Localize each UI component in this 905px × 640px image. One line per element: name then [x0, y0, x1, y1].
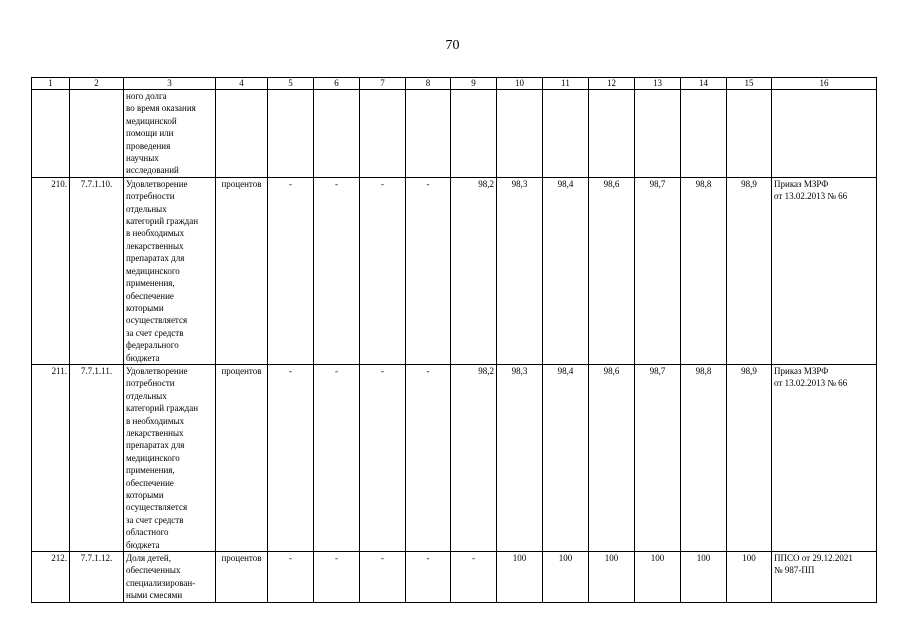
value-cell: 100: [681, 552, 727, 603]
value-cell: 98,2: [451, 364, 497, 551]
column-header: 15: [727, 78, 772, 90]
table-row: [32, 177, 877, 364]
table-cell: [314, 90, 360, 178]
value-cell: 98,8: [681, 364, 727, 551]
value-cell: -: [360, 552, 406, 603]
table-cell: [589, 90, 635, 178]
table-cell: [727, 90, 772, 178]
column-header: 8: [406, 78, 451, 90]
value-cell: 98,4: [543, 364, 589, 551]
table-cell: [268, 90, 314, 178]
value-cell: 98,7: [635, 177, 681, 364]
value-cell: 98,3: [497, 177, 543, 364]
row-number: 210.: [32, 177, 70, 364]
column-header: 14: [681, 78, 727, 90]
indicator-code: 7.7.1.12.: [70, 552, 124, 603]
value-cell: -: [406, 552, 451, 603]
value-cell: -: [360, 177, 406, 364]
table-cell: [32, 90, 70, 178]
row-number: 212.: [32, 552, 70, 603]
value-cell: -: [268, 177, 314, 364]
table-cell: [406, 90, 451, 178]
value-cell: 98,8: [681, 177, 727, 364]
value-cell: -: [360, 364, 406, 551]
indicator-name: Доля детей, обеспеченных специализирован- ными смесями: [124, 552, 216, 603]
table-row: [32, 552, 877, 603]
indicator-code: 7.7.1.10.: [70, 177, 124, 364]
indicators-table: [31, 77, 877, 603]
value-cell: 98,6: [589, 177, 635, 364]
table-row: [32, 364, 877, 551]
value-cell: -: [314, 552, 360, 603]
row-number: 211.: [32, 364, 70, 551]
value-cell: 98,9: [727, 364, 772, 551]
indicator-name: Удовлетворение потребности отдельных категорий граждан в необходимых лекарственных препаратах для медицинского применения, обеспечение которыми осуществляется за счет средств областного бюджета: [124, 364, 216, 551]
value-cell: -: [314, 177, 360, 364]
value-cell: -: [406, 177, 451, 364]
table-cell: [451, 90, 497, 178]
column-header: 3: [124, 78, 216, 90]
column-header: 9: [451, 78, 497, 90]
value-cell: 98,6: [589, 364, 635, 551]
column-header: 11: [543, 78, 589, 90]
value-cell: 100: [635, 552, 681, 603]
column-number-row: [32, 78, 877, 90]
unit-cell: процентов: [216, 364, 268, 551]
value-cell: -: [268, 552, 314, 603]
column-header: 1: [32, 78, 70, 90]
value-cell: 98,7: [635, 364, 681, 551]
column-header: 6: [314, 78, 360, 90]
indicator-name: Удовлетворение потребности отдельных категорий граждан в необходимых лекарственных препаратах для медицинского применения, обеспечение которыми осуществляется за счет средств федерального бюджета: [124, 177, 216, 364]
table-cell: [635, 90, 681, 178]
table-cell: [70, 90, 124, 178]
indicator-name: ного долга во время оказания медицинской помощи или проведения научных исследований: [124, 90, 216, 178]
continuation-row: [32, 90, 877, 178]
value-cell: 98,4: [543, 177, 589, 364]
value-cell: 100: [543, 552, 589, 603]
column-header: 7: [360, 78, 406, 90]
unit-cell: процентов: [216, 177, 268, 364]
source-document: Приказ МЗРФ от 13.02.2013 № 66: [772, 364, 877, 551]
column-header: 10: [497, 78, 543, 90]
value-cell: 100: [727, 552, 772, 603]
value-cell: 98,2: [451, 177, 497, 364]
value-cell: -: [451, 552, 497, 603]
table-cell: [360, 90, 406, 178]
value-cell: -: [406, 364, 451, 551]
table-cell: [681, 90, 727, 178]
source-document: ППСО от 29.12.2021 № 987-ПП: [772, 552, 877, 603]
value-cell: 100: [497, 552, 543, 603]
value-cell: 100: [589, 552, 635, 603]
value-cell: 98,3: [497, 364, 543, 551]
table-cell: [497, 90, 543, 178]
column-header: 4: [216, 78, 268, 90]
unit-cell: процентов: [216, 552, 268, 603]
value-cell: -: [268, 364, 314, 551]
table-cell: [216, 90, 268, 178]
column-header: 13: [635, 78, 681, 90]
source-document: Приказ МЗРФ от 13.02.2013 № 66: [772, 177, 877, 364]
value-cell: -: [314, 364, 360, 551]
column-header: 16: [772, 78, 877, 90]
table-cell: [543, 90, 589, 178]
table-cell: [772, 90, 877, 178]
indicator-code: 7.7.1.11.: [70, 364, 124, 551]
value-cell: 98,9: [727, 177, 772, 364]
column-header: 5: [268, 78, 314, 90]
column-header: 12: [589, 78, 635, 90]
page-number: 70: [445, 38, 460, 53]
column-header: 2: [70, 78, 124, 90]
